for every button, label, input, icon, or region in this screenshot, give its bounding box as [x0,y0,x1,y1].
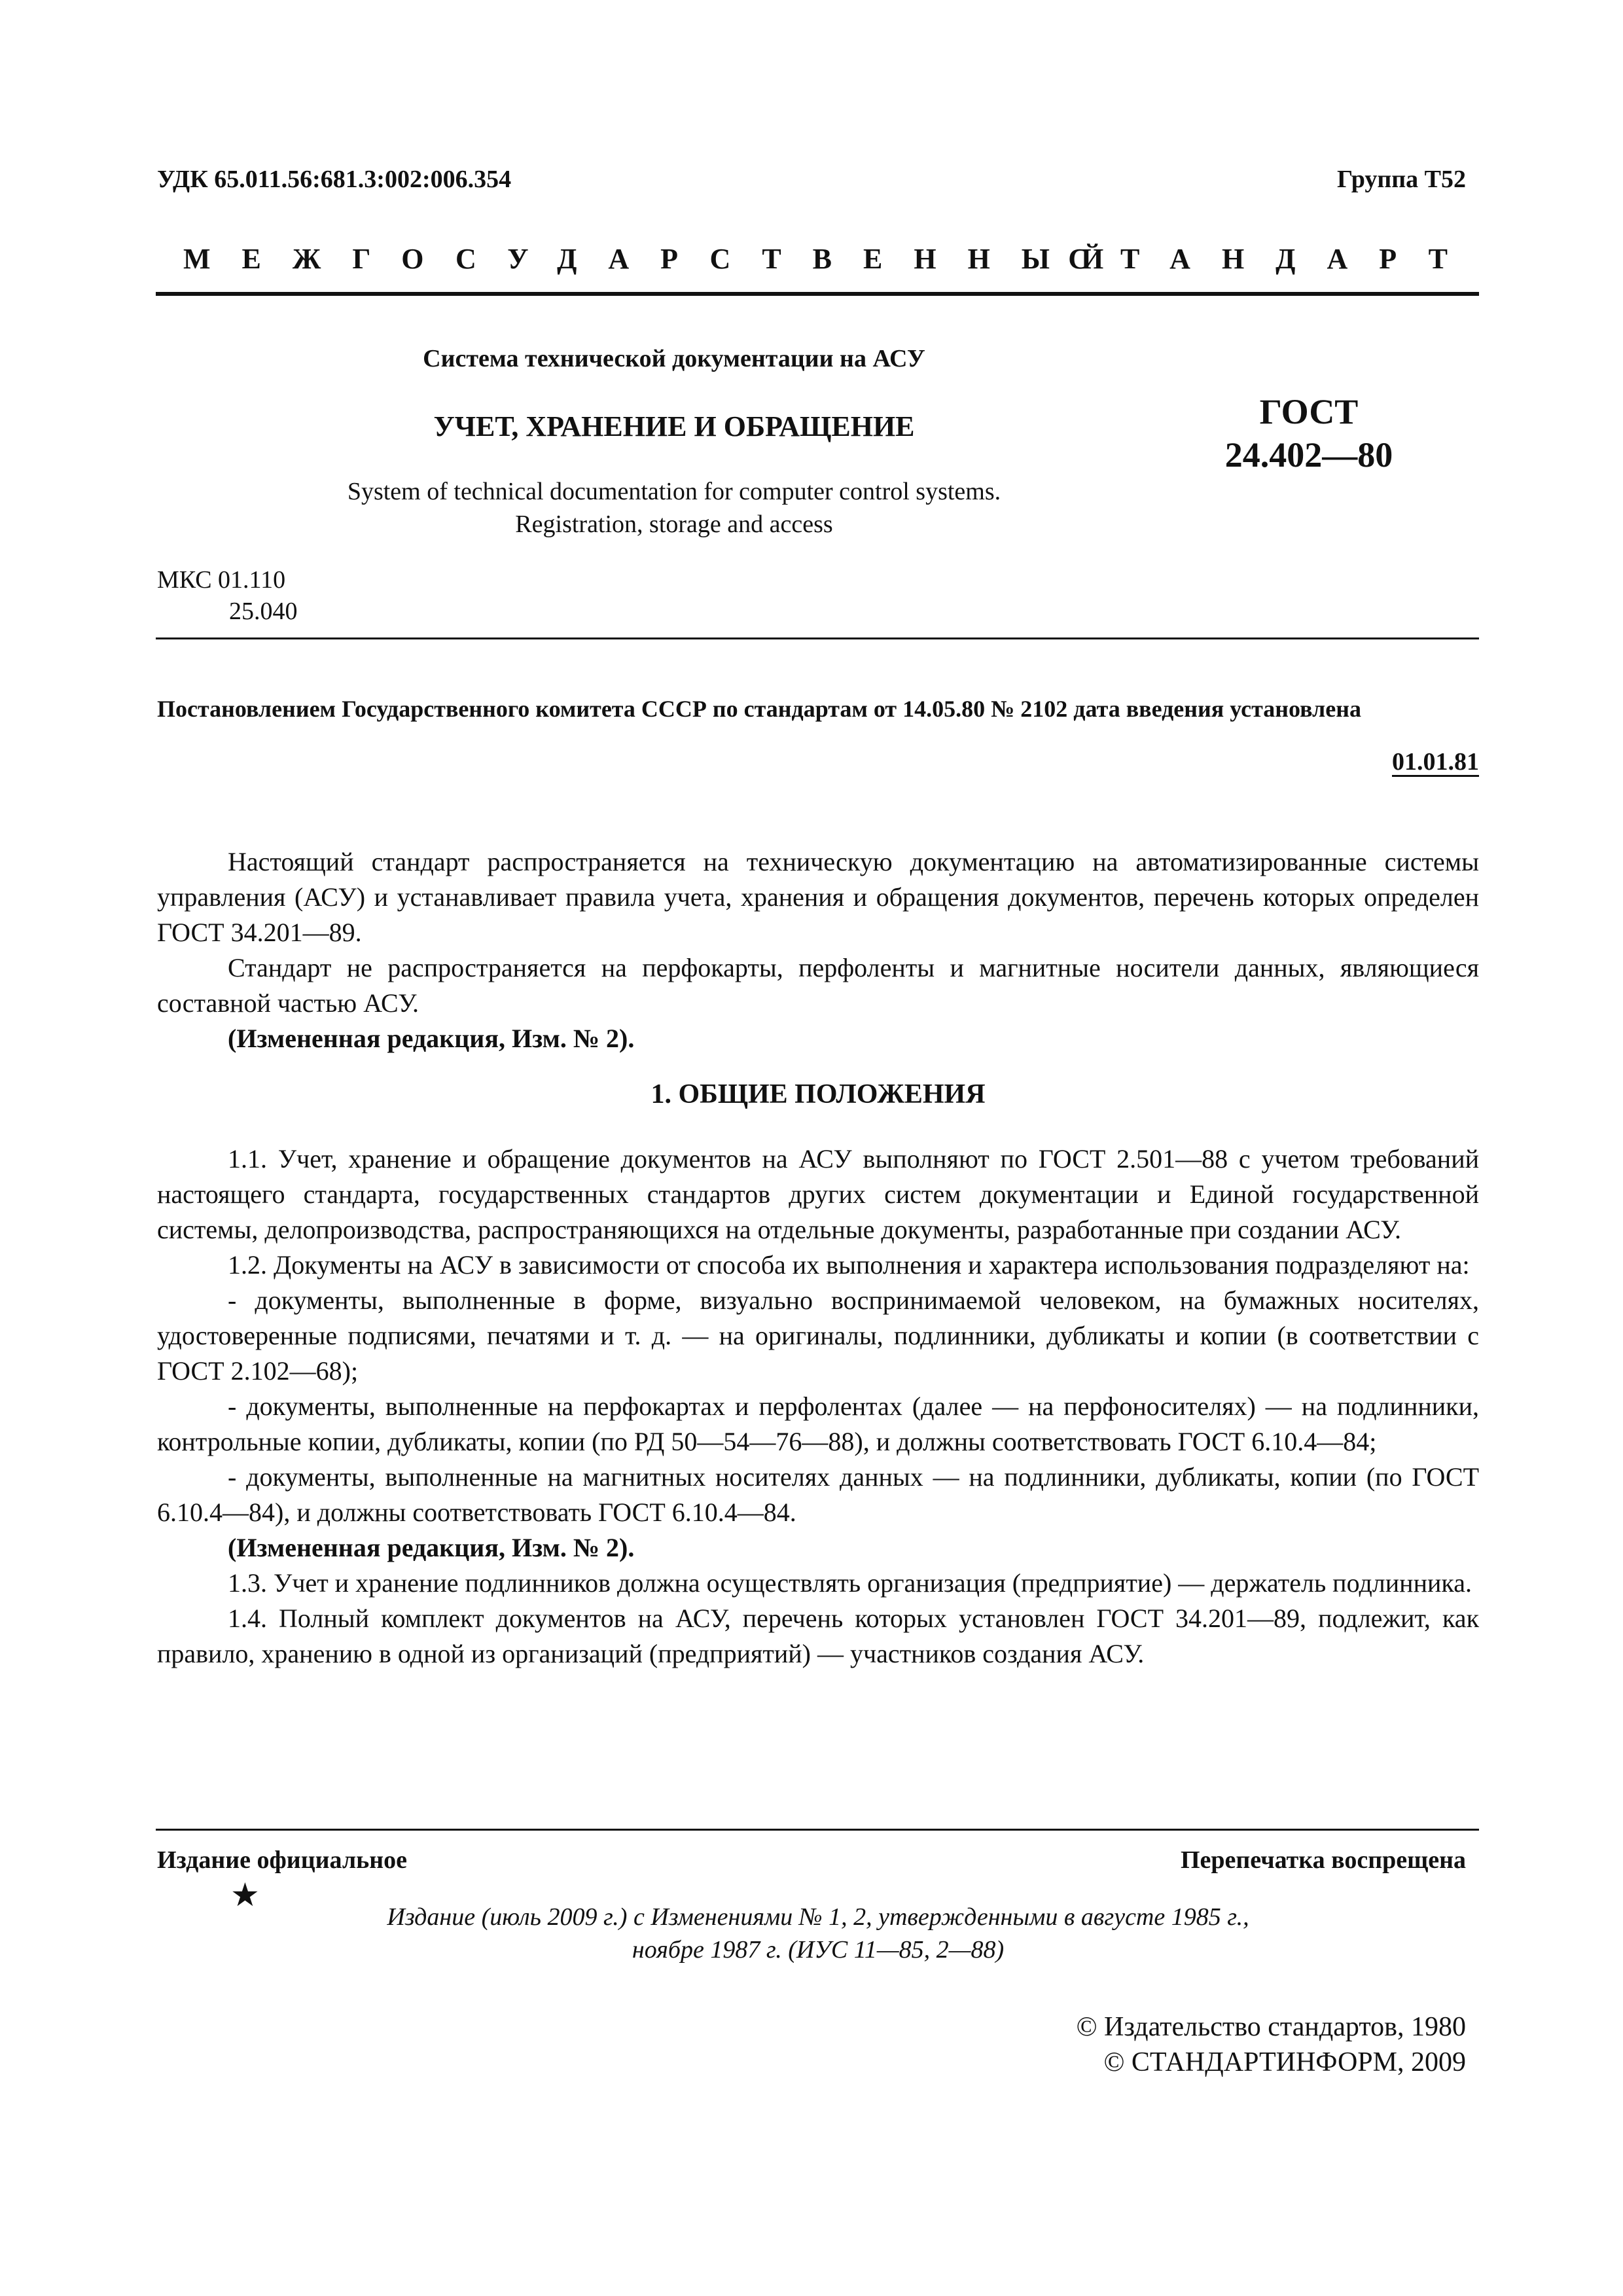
section-body [157,1141,1479,1672]
reprint-prohibited: Перепечатка воспрещена [1180,1846,1466,1874]
english-title-line2: Registration, storage and access [515,511,833,538]
edition-note [288,1901,1348,1966]
list-item: - документы, выполненные в форме, визуально воспринимаемой человеком, на бумажных носителях, удостоверенные подписями, печатями и т. д. — на оригиналы, подлинники, дубликаты и копии (в соответствии с ГОСТ 2.102—68); [157,1285,1479,1386]
english-title [294,475,1054,541]
system-title: Система технической документации на АСУ [423,345,925,372]
header-interstate: МЕЖГОСУДАРСТВЕННЫЙ [183,243,1135,275]
decree-text: Постановлением Государственного комитета СССР по стандартам от 14.05.80 № 2102 дата введения установлена [157,696,1361,722]
paragraph-1-4: 1.4. Полный комплект документов на АСУ, перечень которых установлен ГОСТ 34.201—89, подлежит, как правило, хранению в одной из организаций (предприятий) — участников создания АСУ. [157,1604,1479,1668]
copyright [1077,2009,1466,2080]
copyright-line2: © СТАНДАРТИНФОРМ, 2009 [1103,2047,1466,2077]
header-standard: СТАНДАРТ [1068,243,1479,275]
list-item: - документы, выполненные на перфокартах и перфолентах (далее — на перфоносителях) — на подлинники, контрольные копии, дубликаты, копии (по РД 50—54—76—88), и должны соответствовать ГОСТ 6.10.4—84; [157,1391,1479,1456]
title-rule [156,637,1479,639]
revision-note: (Измененная редакция, Изм. № 2). [228,1024,635,1053]
introduction-date: 01.01.81 [1392,748,1479,776]
intro-paragraph: Стандарт не распространяется на перфокарты, перфоленты и магнитные носители данных, являющиеся составной частью АСУ. [157,953,1479,1018]
mks-line1: МКС 01.110 [157,566,286,594]
official-edition: Издание официальное [157,1846,408,1874]
list-item: - документы, выполненные на магнитных носителях данных — на подлинники, дубликаты, копии (по ГОСТ 6.10.4—84), и должны соответствовать ГОСТ 6.10.4—84. [157,1462,1479,1527]
header-rule [156,292,1479,296]
section-title: 1. ОБЩИЕ ПОЛОЖЕНИЯ [651,1079,986,1109]
revision-note: (Измененная редакция, Изм. № 2). [228,1533,635,1562]
gost-number: 24.402—80 [1224,435,1393,475]
footer-rule [156,1829,1479,1831]
edition-line2: ноябре 1987 г. (ИУС 11—85, 2—88) [632,1936,1005,1964]
intro-paragraph: Настоящий стандарт распространяется на техническую документацию на автоматизированные системы управления (АСУ) и устанавливает правила учета, хранения и обращения документов, перечень которых определен ГОСТ 34.201—89. [157,847,1479,947]
gost-label: ГОСТ [1259,392,1359,431]
english-title-line1: System of technical documentation for computer control systems. [347,478,1001,505]
intro-text [157,844,1479,1056]
document-title: УЧЕТ, ХРАНЕНИЕ И ОБРАЩЕНИЕ [433,410,915,442]
edition-line1: Издание (июль 2009 г.) с Изменениями № 1, 2, утвержденными в августе 1985 г., [387,1903,1249,1931]
paragraph-1-1: 1.1. Учет, хранение и обращение документов на АСУ выполняют по ГОСТ 2.501—88 с учетом требований настоящего стандарта, государственных стандартов других систем документации и Единой государственной системы, делопроизводства, распространяющихся на отдельные документы, разработанные при создании АСУ. [157,1144,1479,1244]
mks-line2: 25.040 [229,598,298,625]
copyright-line1: © Издательство стандартов, 1980 [1076,2012,1466,2042]
group-code: Группа Т52 [1336,166,1466,193]
paragraph-1-3: 1.3. Учет и хранение подлинников должна осуществлять организация (предприятие) — держатель подлинника. [228,1568,1472,1598]
paragraph-1-2: 1.2. Документы на АСУ в зависимости от способа их выполнения и характера использования подразделяют на: [228,1250,1470,1280]
mks-codes [157,564,298,627]
gost-designation [1191,390,1427,476]
udk-code: УДК 65.011.56:681.3:002:006.354 [157,166,512,193]
star-icon: ★ [230,1876,260,1913]
